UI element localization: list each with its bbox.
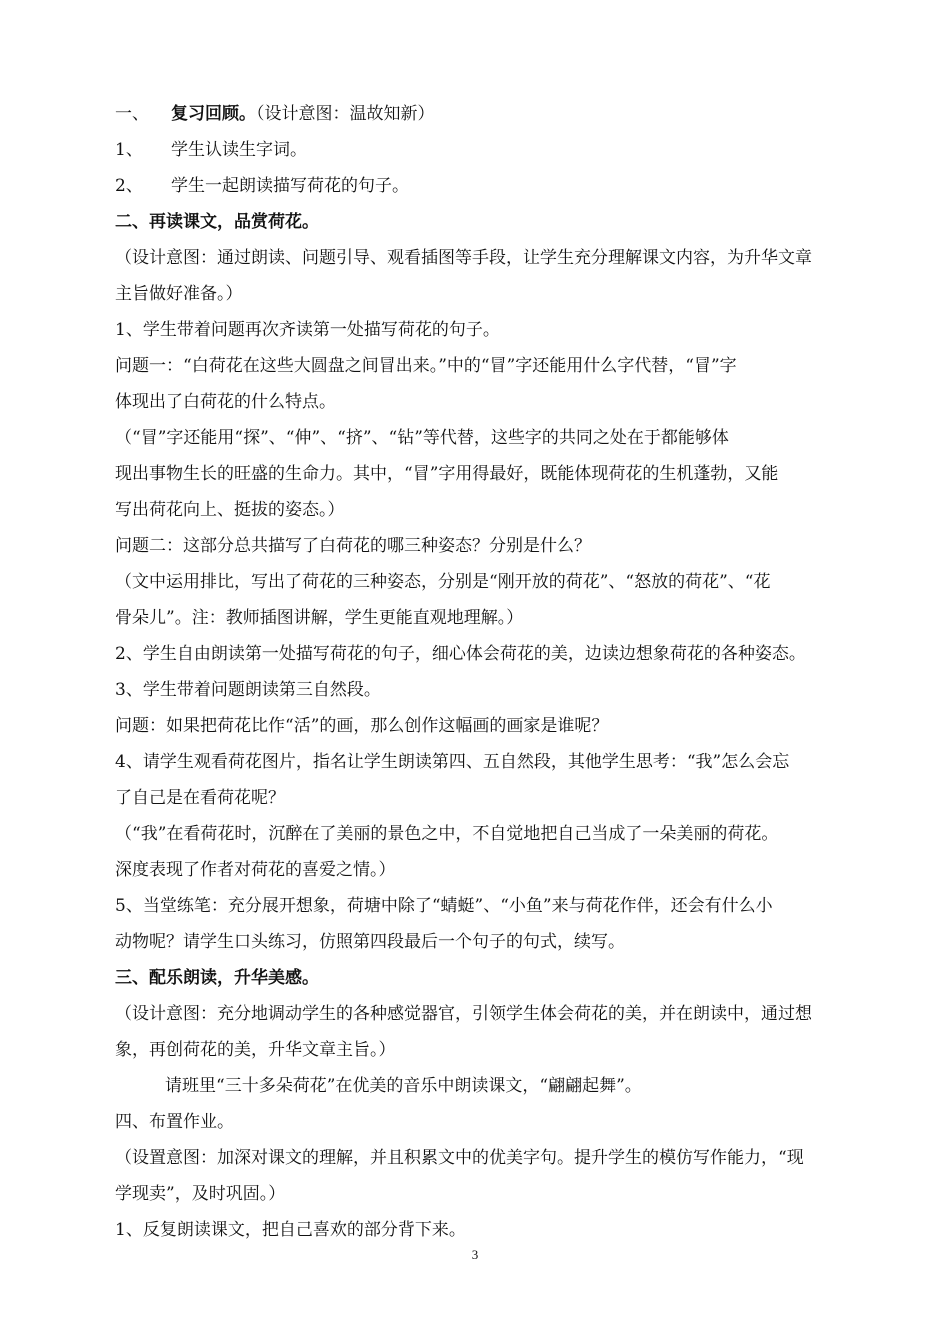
section1-number: 一、 (115, 104, 149, 124)
section2-step1: 1、学生带着问题再次齐读第一处描写荷花的句子。 (115, 320, 500, 340)
question2: 问题二：这部分总共描写了白荷花的哪三种姿态？分别是什么？ (115, 536, 591, 556)
section2-step4-line: 了自己是在看荷花呢？ (115, 788, 285, 808)
section2-title: 二、再读课文，品赏荷花。 (115, 212, 319, 232)
answer4-line: （“我”在看荷花时，沉醉在了美丽的景色之中，不自觉地把自己当成了一朵美丽的荷花。 (115, 824, 779, 844)
section1-item (115, 168, 860, 204)
section1-heading (115, 96, 860, 132)
section3-intent-line: （设计意图：充分地调动学生的各种感觉器官，引领学生体会荷花的美，并在朗读中，通过想 (115, 1004, 812, 1024)
document-body (115, 96, 860, 1248)
section1-item-text: 学生认读生字词。 (171, 140, 307, 160)
answer2-line: （文中运用排比，写出了荷花的三种姿态，分别是“刚开放的荷花”、“怒放的荷花”、“花 (115, 572, 771, 592)
section4-title: 四、布置作业。 (115, 1112, 234, 1132)
section2-step3: 3、学生带着问题朗读第三自然段。 (115, 680, 381, 700)
answer4-line: 深度表现了作者对荷花的喜爱之情。） (115, 860, 396, 880)
section1-note: （设计意图：温故知新） (256, 104, 435, 124)
question3: 问题：如果把荷花比作“活”的画，那么创作这幅画的画家是谁呢？ (115, 716, 609, 736)
section3-title: 三、配乐朗读，升华美感。 (115, 968, 319, 988)
answer2-line: 骨朵儿”。注：教师插图讲解，学生更能直观地理解。） (115, 608, 524, 628)
section4-intent-line: （设置意图：加深对课文的理解，并且积累文中的优美字句。提升学生的模仿写作能力，“现 (115, 1148, 804, 1168)
answer1-line: 现出事物生长的旺盛的生命力。其中，“冒”字用得最好，既能体现荷花的生机蓬勃，又能 (115, 464, 779, 484)
section2-intent-line: （设计意图：通过朗读、问题引导、观看插图等手段，让学生充分理解课文内容，为升华文章 (115, 248, 812, 268)
section2-step5-line: 5、当堂练笔：充分展开想象，荷塘中除了“蜻蜓”、“小鱼”来与荷花作伴，还会有什么小 (115, 896, 773, 916)
answer1-line: 写出荷花向上、挺拔的姿态。） (115, 500, 345, 520)
section1-item-number: 1、 (115, 140, 143, 160)
page-number: 3 (471, 1247, 479, 1262)
section2-intent-line: 主旨做好准备。） (115, 284, 243, 304)
section1-title: 复习回顾。 (171, 104, 256, 124)
section2-step5-line: 动物呢？请学生口头练习，仿照第四段最后一个句子的句式，续写。 (115, 932, 625, 952)
section4-intent-line: 学现卖”，及时巩固。） (115, 1184, 286, 1204)
section4-task1: 1、反复朗读课文，把自己喜欢的部分背下来。 (115, 1220, 466, 1240)
question1-line: 体现出了白荷花的什么特点。 (115, 392, 336, 412)
section2-step2: 2、学生自由朗读第一处描写荷花的句子，细心体会荷花的美，边读边想象荷花的各种姿态。 (115, 644, 806, 664)
section3-intent-line: 象，再创荷花的美，升华文章主旨。） (115, 1040, 396, 1060)
answer1-line: （“冒”字还能用“探”、“伸”、“挤”、“钻”等代替，这些字的共同之处在于都能够体 (115, 428, 729, 448)
section3-activity: 请班里“三十多朵荷花”在优美的音乐中朗读课文，“翩翩起舞”。 (165, 1076, 642, 1096)
section2-step4-line: 4、请学生观看荷花图片，指名让学生朗读第四、五自然段，其他学生思考：“我”怎么会忘 (115, 752, 790, 772)
section1-item-number: 2、 (115, 176, 143, 196)
section1-item-text: 学生一起朗读描写荷花的句子。 (171, 176, 409, 196)
section1-item (115, 132, 860, 168)
question1-line: 问题一：“白荷花在这些大圆盘之间冒出来。”中的“冒”字还能用什么字代替，“冒”字 (115, 356, 737, 376)
